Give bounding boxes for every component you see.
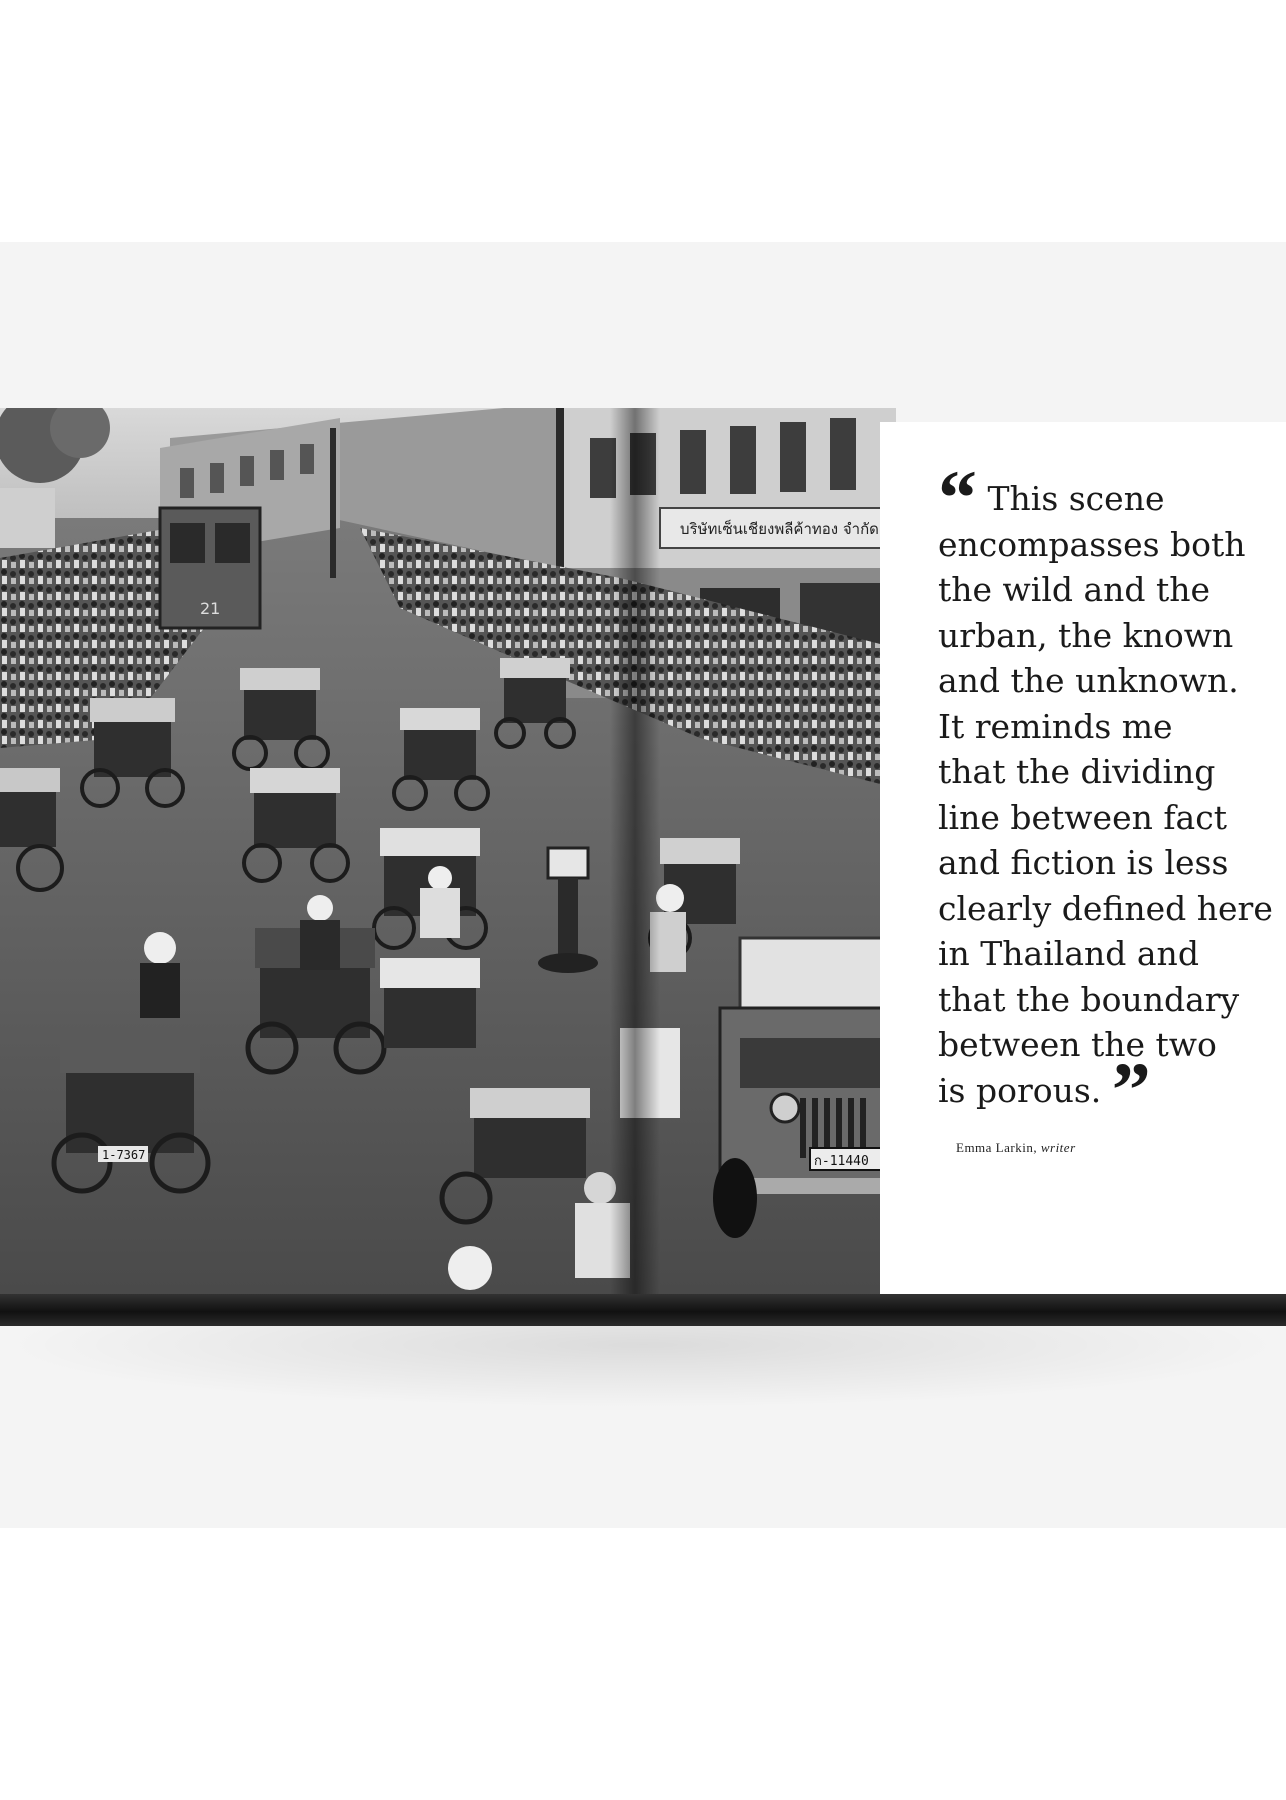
quote-line-3: the wild and the (938, 570, 1211, 609)
quote-line-4: urban, the known (938, 615, 1234, 655)
book-shadow (0, 1318, 1286, 1408)
quote-line-1: “ This scene (938, 454, 1165, 541)
open-quote-mark: “ (938, 454, 977, 541)
plate-right: ก-11440 (814, 1154, 869, 1169)
quote-line-2: encompasses both (938, 524, 1246, 564)
book-page-edge (0, 1290, 1286, 1326)
attribution-role: writer (1040, 1140, 1076, 1155)
quote-line-13: between the two (938, 1025, 1217, 1064)
street-scene-photo (0, 408, 896, 1294)
quote-line-7: that the dividing (938, 752, 1216, 791)
quote-line-6: It reminds me (938, 706, 1173, 746)
close-quote-mark: ” (1111, 1045, 1151, 1133)
jeep (713, 938, 896, 1238)
quote-line-10: clearly defined here (938, 888, 1273, 928)
quote-line-14: is porous. ” (938, 1045, 1151, 1133)
quote-line-11: in Thailand and (938, 934, 1199, 973)
shop-sign-text: บริษัทเซ็นเชียงพลีค้าทอง จำกัด (680, 520, 879, 538)
quote-line-5: and the unknown. (938, 661, 1239, 700)
pull-quote (938, 454, 1278, 1133)
tram-number: 21 (200, 599, 221, 618)
quote-line-9: and fiction is less (938, 843, 1229, 882)
plate-left: 1-7367 (102, 1148, 146, 1162)
quote-line-8: line between fact (938, 797, 1227, 837)
quote-attribution (956, 1140, 1076, 1156)
quote-line-12: that the boundary (938, 979, 1240, 1019)
attribution-name: Emma Larkin, (956, 1140, 1038, 1155)
